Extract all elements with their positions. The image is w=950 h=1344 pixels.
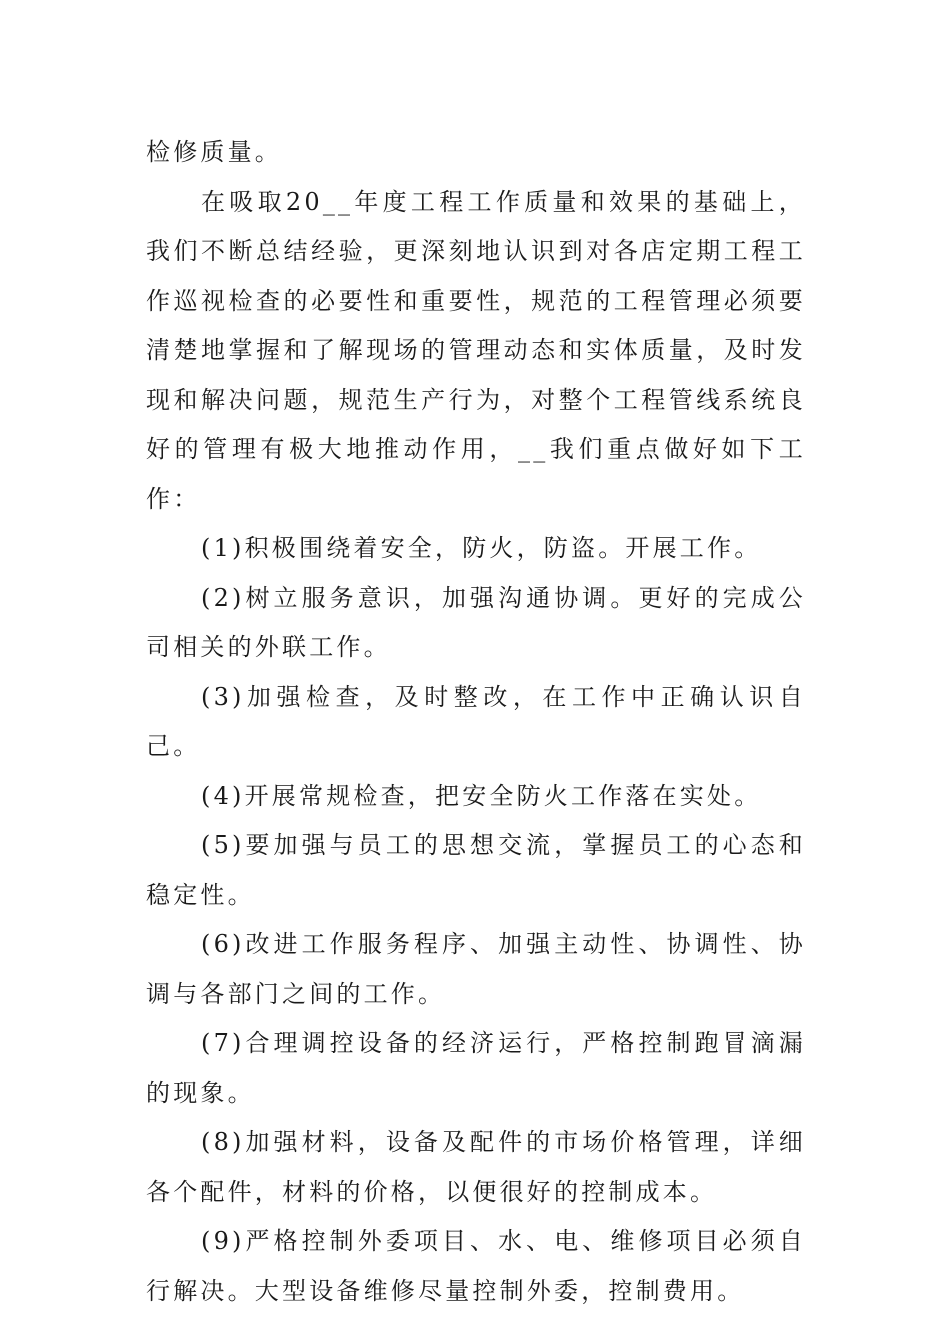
list-item-5: (5)要加强与员工的思想交流，掌握员工的心态和稳定性。	[146, 831, 806, 909]
list-item-3: (3)加强检查，及时整改，在工作中正确认识自己。	[146, 682, 806, 760]
paragraph-intro: 在吸取20__年度工程工作质量和效果的基础上，我们不断总结经验，更深刻地认识到对各店定期工程工作巡视检查的必要性和重要性，规范的工程管理必须要清楚地掌握和了解现场的管理动态和实体质量，及时发现和解决问题，规范生产行为，对整个工程管线系统良好的管理有极大地推动作用，__我们重点做好如下工作：	[146, 187, 806, 513]
document-body	[146, 128, 806, 1316]
list-item-8: (8)加强材料，设备及配件的市场价格管理，详细各个配件，材料的价格，以便很好的控制成本。	[146, 1128, 806, 1206]
list-item-6: (6)改进工作服务程序、加强主动性、协调性、协调与各部门之间的工作。	[146, 930, 806, 1008]
list-item-4: (4)开展常规检查，把安全防火工作落在实处。	[201, 781, 762, 810]
list-item-9: (9)严格控制外委项目、水、电、维修项目必须自行解决。大型设备维修尽量控制外委，控制费用。	[146, 1227, 806, 1305]
list-item-7: (7)合理调控设备的经济运行，严格控制跑冒滴漏的现象。	[146, 1029, 806, 1107]
list-item-1: (1)积极围绕着安全，防火，防盗。开展工作。	[201, 534, 762, 562]
list-item-2: (2)树立服务意识，加强沟通协调。更好的完成公司相关的外联工作。	[146, 583, 806, 661]
paragraph-continuation: 检修质量。	[146, 138, 282, 166]
